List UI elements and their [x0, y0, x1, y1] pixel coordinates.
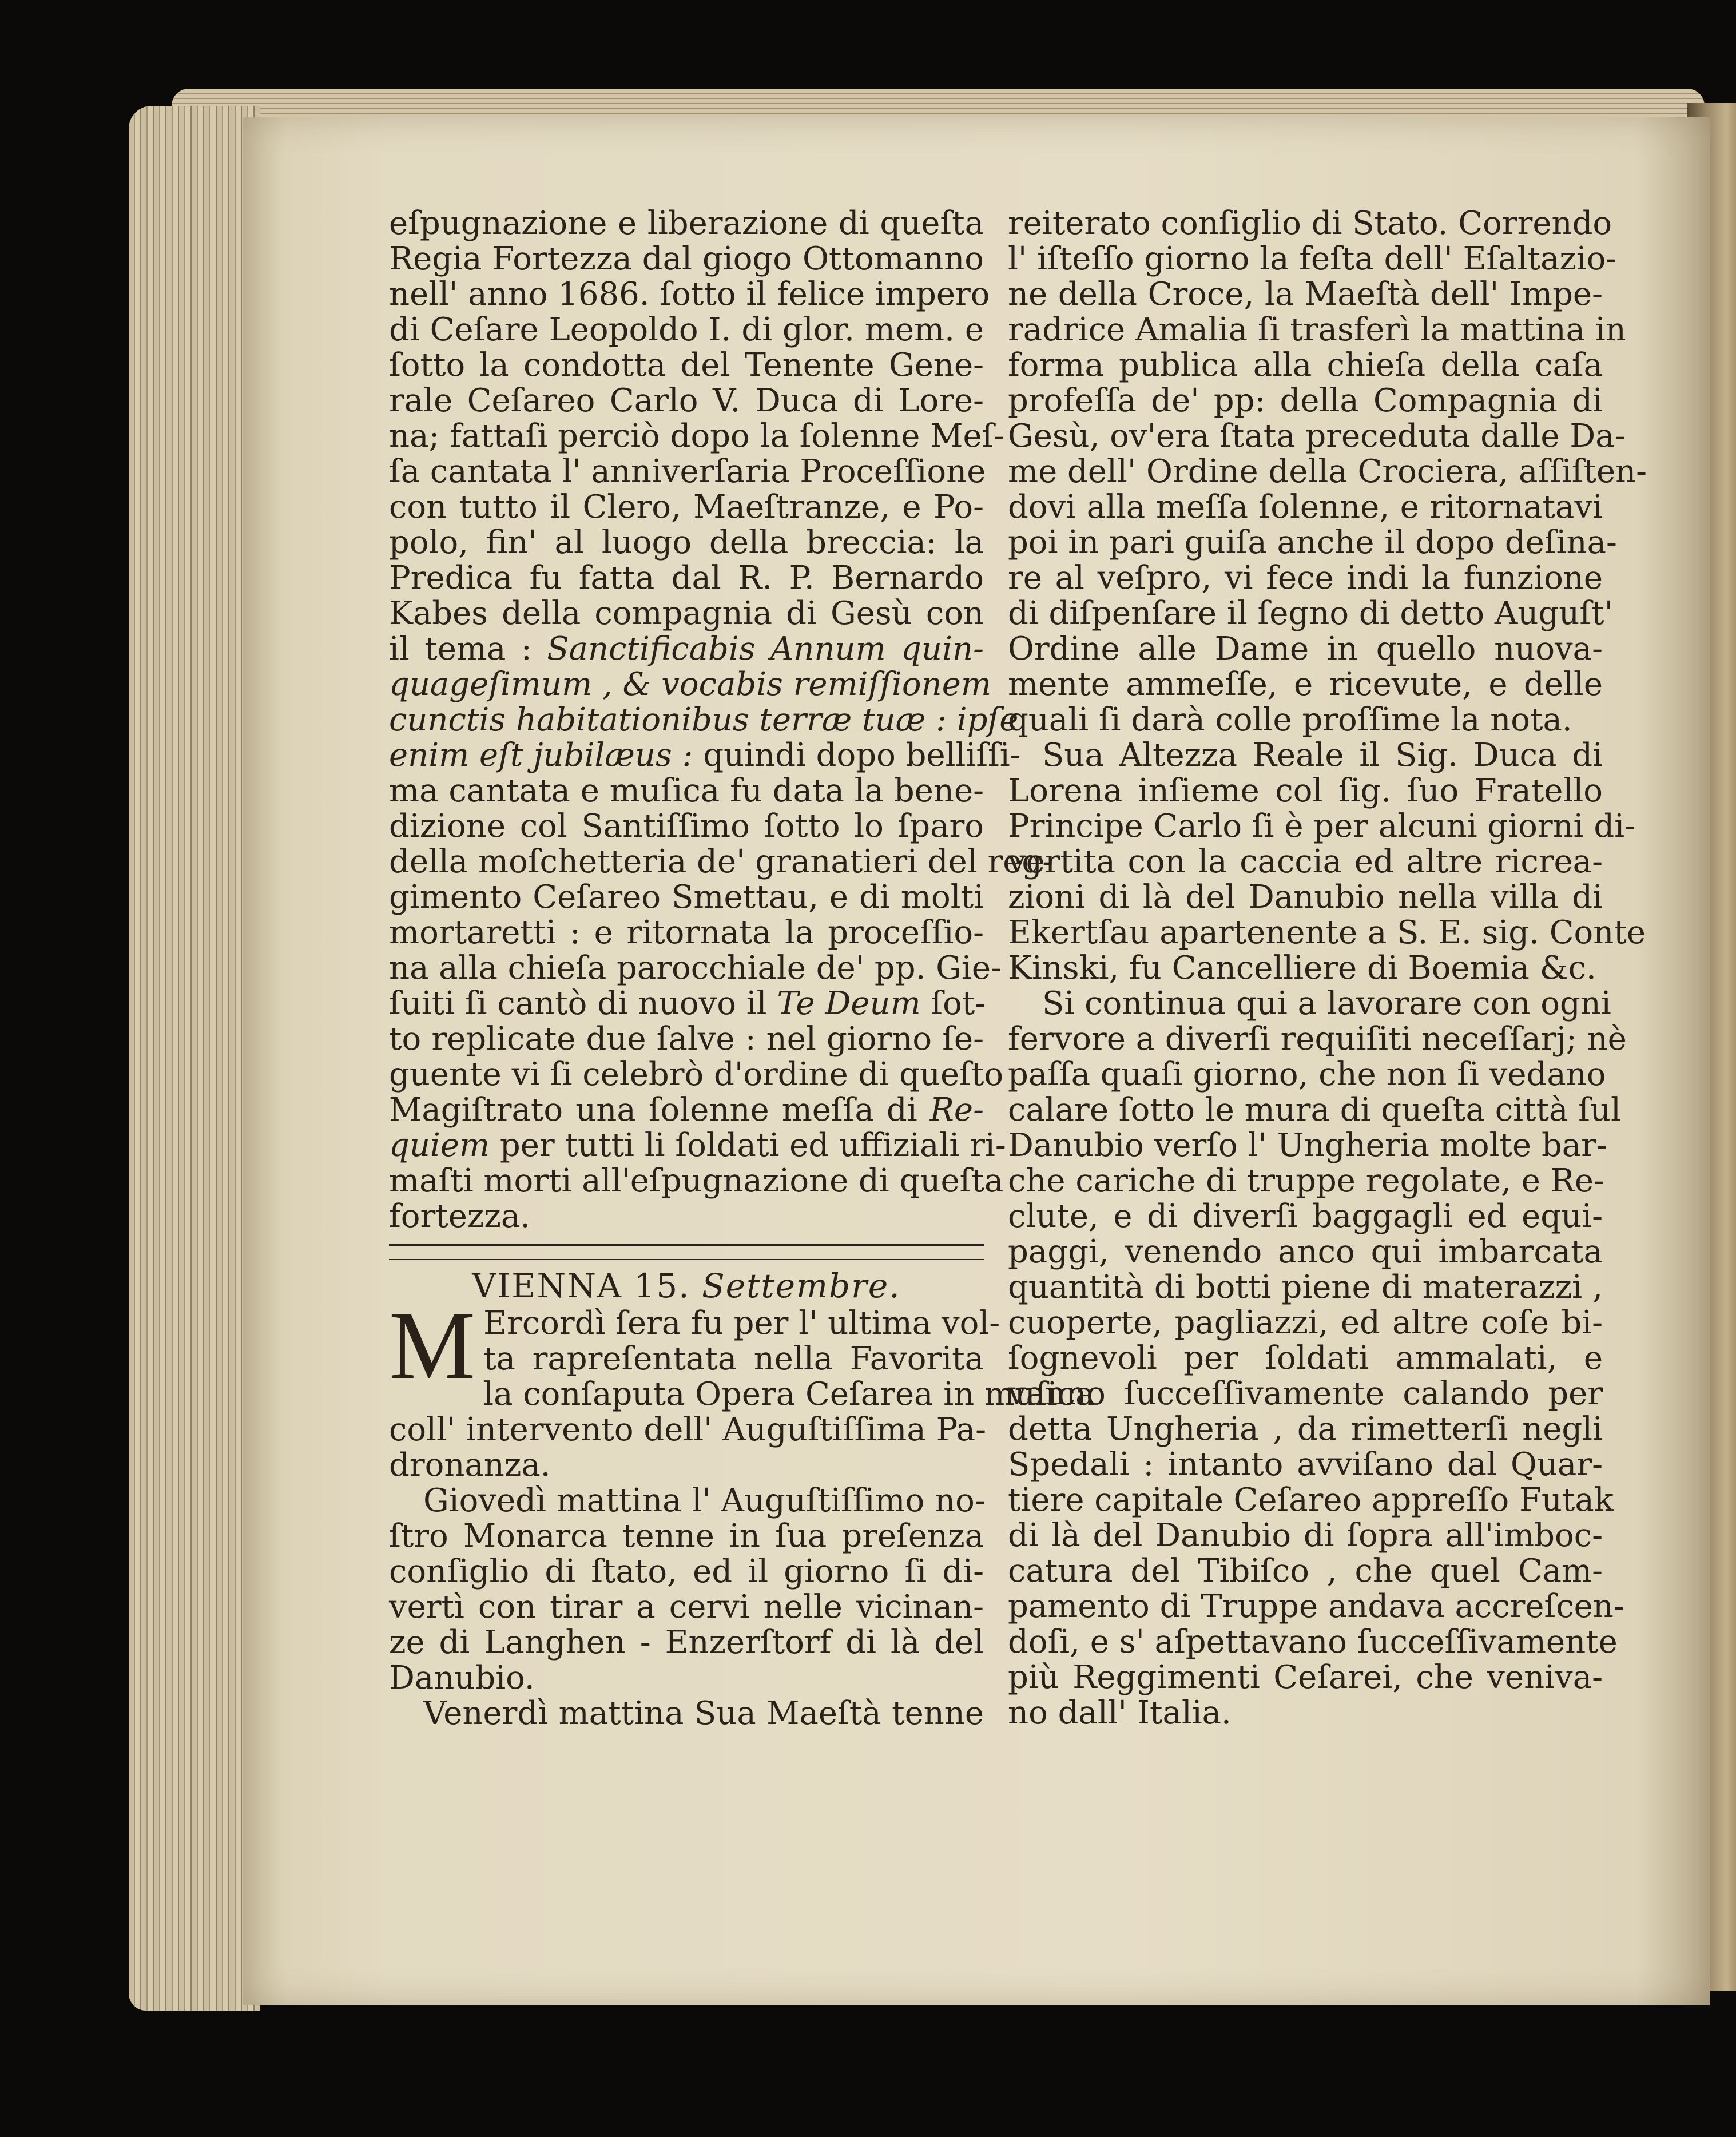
text-line: zioni di là del Danubio nella villa di: [1008, 879, 1603, 916]
text-line: gimento Ceſareo Smettau, e di molti: [389, 879, 984, 916]
latin-quote-line: cunctis habitationibus terræ tuæ : ipſe: [389, 701, 1019, 738]
dateline: [389, 1266, 984, 1306]
text-line: to replicate due ſalve : nel giorno ſe-: [389, 1020, 984, 1058]
text-line: reiterato conſiglio di Stato. Correndo: [1008, 205, 1612, 242]
text-line: vertita con la caccia ed altre ricrea-: [1008, 843, 1603, 880]
text-line: Ekertſau apartenente a S. E. sig. Conte: [1008, 914, 1646, 951]
text-line: Ordine alle Dame in quello nuova-: [1008, 630, 1603, 668]
text-line: profeſſa de' pp: della Compagnia di: [1008, 382, 1603, 419]
latin-quote-line: quageſimum , & vocabis remiſſionem: [389, 666, 991, 703]
text-line: mente ammeſſe, e ricevute, e delle: [1008, 666, 1603, 703]
text-line: della moſchetteria de' granatieri del reg-: [389, 843, 1054, 880]
text-line: ſa cantata l' anniverſaria Proceſſione: [389, 453, 986, 490]
text-line: fervore a diverſi requiſiti neceſſarj; nè: [1008, 1020, 1627, 1058]
text-line: più Reggimenti Ceſarei, che veniva-: [1008, 1659, 1603, 1696]
text-fragment: quindi dopo belliſſi-: [703, 737, 1021, 774]
text-line: ta rapreſentata nella Favorita: [483, 1340, 984, 1377]
text-line: ma cantata e muſica fu data la bene-: [389, 772, 984, 809]
text-line: ſtro Monarca tenne in ſua preſenza: [389, 1518, 984, 1555]
text-line: cuoperte, pagliazzi, ed altre coſe bi-: [1008, 1304, 1603, 1341]
text-line: na; fattaſi perciò dopo la ſolenne Meſ-: [389, 418, 1005, 455]
text-line: guente vi ſi celebrò d'ordine di queſto: [389, 1056, 1004, 1093]
text-line: Sua Altezza Reale il Sig. Duca di: [1042, 737, 1603, 774]
text-line: Ercordì ſera fu per l' ultima vol-: [483, 1305, 1000, 1342]
text-line: di diſpenſare il ſegno di detto Auguſt': [1008, 595, 1613, 632]
text-line: vanno ſucceſſivamente calando per: [1008, 1375, 1603, 1412]
drop-cap: M: [389, 1292, 476, 1399]
text-line: [389, 631, 984, 667]
text-line: conſiglio di ſtato, ed il giorno ſi di-: [389, 1553, 984, 1590]
text-line: Gesù, ov'era ſtata preceduta dalle Da-: [1008, 418, 1626, 455]
text-line: [389, 986, 984, 1022]
text-line: Spedali : intanto avviſano dal Quar-: [1008, 1446, 1603, 1483]
text-line: Danubio.: [389, 1659, 535, 1697]
text-fragment: Magiſtrato una ſolenne meſſa di: [389, 1091, 917, 1129]
text-line: Si continua qui a lavorare con ogni: [1042, 985, 1611, 1022]
text-line: na alla chieſa parocchiale de' pp. Gie-: [389, 950, 1002, 987]
text-line: tiere capitale Ceſareo appreſſo Futak: [1008, 1481, 1614, 1519]
latin-quote: Sanctificabis Annum quin-: [547, 630, 984, 668]
text-line: dovi alla meſſa ſolenne, e ritornatavi: [1008, 488, 1603, 526]
latin-quote: enim eſt jubilæus :: [389, 737, 693, 774]
text-line: poi in pari guiſa anche il dopo deſina-: [1008, 524, 1617, 561]
text-line: ne della Croce, la Maeſtà dell' Impe-: [1008, 276, 1603, 313]
text-line: [389, 737, 1021, 774]
text-line: re al veſpro, vi fece indi la funzione: [1008, 559, 1603, 597]
dateline-city: VIENNA 15.: [472, 1266, 690, 1305]
text-line: radrice Amalia ſi trasferì la mattina in: [1008, 311, 1626, 348]
text-line: no dall' Italia.: [1008, 1694, 1232, 1731]
text-line: ze di Langhen - Enzerſtorf di là del: [389, 1624, 984, 1661]
text-line: [389, 1093, 984, 1128]
text-line: Principe Carlo ſi è per alcuni giorni di-: [1008, 808, 1636, 845]
text-line: di là del Danubio di ſopra all'imboc-: [1008, 1517, 1603, 1554]
text-line: [389, 1127, 1006, 1164]
text-line: catura del Tibiſco , che quel Cam-: [1008, 1552, 1603, 1590]
text-line: me dell' Ordine della Crociera, aſſiſten-: [1008, 453, 1647, 490]
text-fragment: ſot-: [931, 985, 986, 1022]
text-line: fortezza.: [389, 1198, 531, 1235]
text-line: dronanza.: [389, 1447, 551, 1484]
book-page-edges: [129, 106, 260, 2011]
left-text-column: [389, 205, 1095, 1732]
text-line: la conſaputa Opera Ceſarea in muſica: [483, 1376, 1095, 1413]
text-line: Danubio verſo l' Ungheria molte bar-: [1008, 1127, 1607, 1164]
text-line: coll' intervento dell' Auguſtiſſima Pa-: [389, 1411, 987, 1448]
text-line: polo, fin' al luogo della breccia: la: [389, 524, 984, 561]
text-line: maſti morti all'eſpugnazione di queſta: [389, 1162, 1004, 1199]
text-line: di Ceſare Leopoldo I. di glor. mem. e: [389, 311, 984, 348]
text-line: nell' anno 1686. ſotto il felice impero: [389, 276, 990, 313]
text-fragment: per tutti li ſoldati ed uffiziali ri-: [499, 1127, 1006, 1164]
right-text-column: [1008, 205, 1647, 1731]
text-line: quali ſi darà colle proſſime la nota.: [1008, 701, 1572, 738]
text-line: l' iſteſſo giorno la feſta dell' Eſaltazio-: [1008, 240, 1617, 277]
text-line: Kinski, fu Cancelliere di Boemia &c.: [1008, 950, 1596, 987]
text-line: paſſa quaſi giorno, che non ſi vedano: [1008, 1056, 1606, 1093]
text-line: dizione col Santiſſimo ſotto lo ſparo: [389, 808, 984, 845]
text-line: Kabes della compagnia di Gesù con: [389, 595, 984, 632]
section-divider: [389, 1244, 984, 1260]
text-line: Venerdì mattina Sua Maeſtà tenne: [423, 1695, 984, 1732]
text-line: Regia Fortezza dal giogo Ottomanno: [389, 240, 984, 277]
text-line: detta Ungheria , da rimetterſi negli: [1008, 1411, 1603, 1448]
text-line: eſpugnazione e liberazione di queſta: [389, 205, 984, 242]
text-line: calare ſotto le mura di queſta città ſul: [1008, 1091, 1621, 1129]
text-fragment: ſuiti ſi cantò di nuovo il: [389, 985, 767, 1022]
text-line: ſognevoli per ſoldati ammalati, e: [1008, 1340, 1603, 1377]
text-line: con tutto il Clero, Maeſtranze, e Po-: [389, 488, 984, 526]
tema-prefix: il tema :: [389, 630, 532, 668]
dateline-month: Settembre.: [702, 1266, 901, 1305]
text-line: Giovedì mattina l' Auguſtiſſimo no-: [423, 1482, 986, 1519]
te-deum: Te Deum: [777, 985, 921, 1022]
requiem: quiem: [389, 1127, 490, 1164]
text-line: Lorena inſieme col ſig. ſuo Fratello: [1008, 772, 1603, 809]
text-line: ſotto la condotta del Tenente Gene-: [389, 347, 984, 384]
text-line: mortaretti : e ritornata la proceſſio-: [389, 914, 984, 951]
text-line: clute, e di diverſi baggagli ed equi-: [1008, 1198, 1603, 1235]
text-line: Predica fu fatta dal R. P. Bernardo: [389, 559, 984, 597]
text-line: quantità di botti piene di materazzi ,: [1008, 1269, 1603, 1306]
requiem: Re-: [929, 1091, 984, 1129]
text-line: doſi, e s' aſpettavano ſucceſſivamente: [1008, 1623, 1618, 1661]
text-line: vertì con tirar a cervi nelle vicinan-: [389, 1588, 984, 1626]
text-line: rale Ceſareo Carlo V. Duca di Lore-: [389, 382, 984, 419]
text-line: forma publica alla chieſa della caſa: [1008, 347, 1603, 384]
text-line: paggi, venendo anco qui imbarcata: [1008, 1233, 1603, 1270]
text-line: pamento di Truppe andava accreſcen-: [1008, 1588, 1624, 1625]
text-line: che cariche di truppe regolate, e Re-: [1008, 1162, 1604, 1199]
